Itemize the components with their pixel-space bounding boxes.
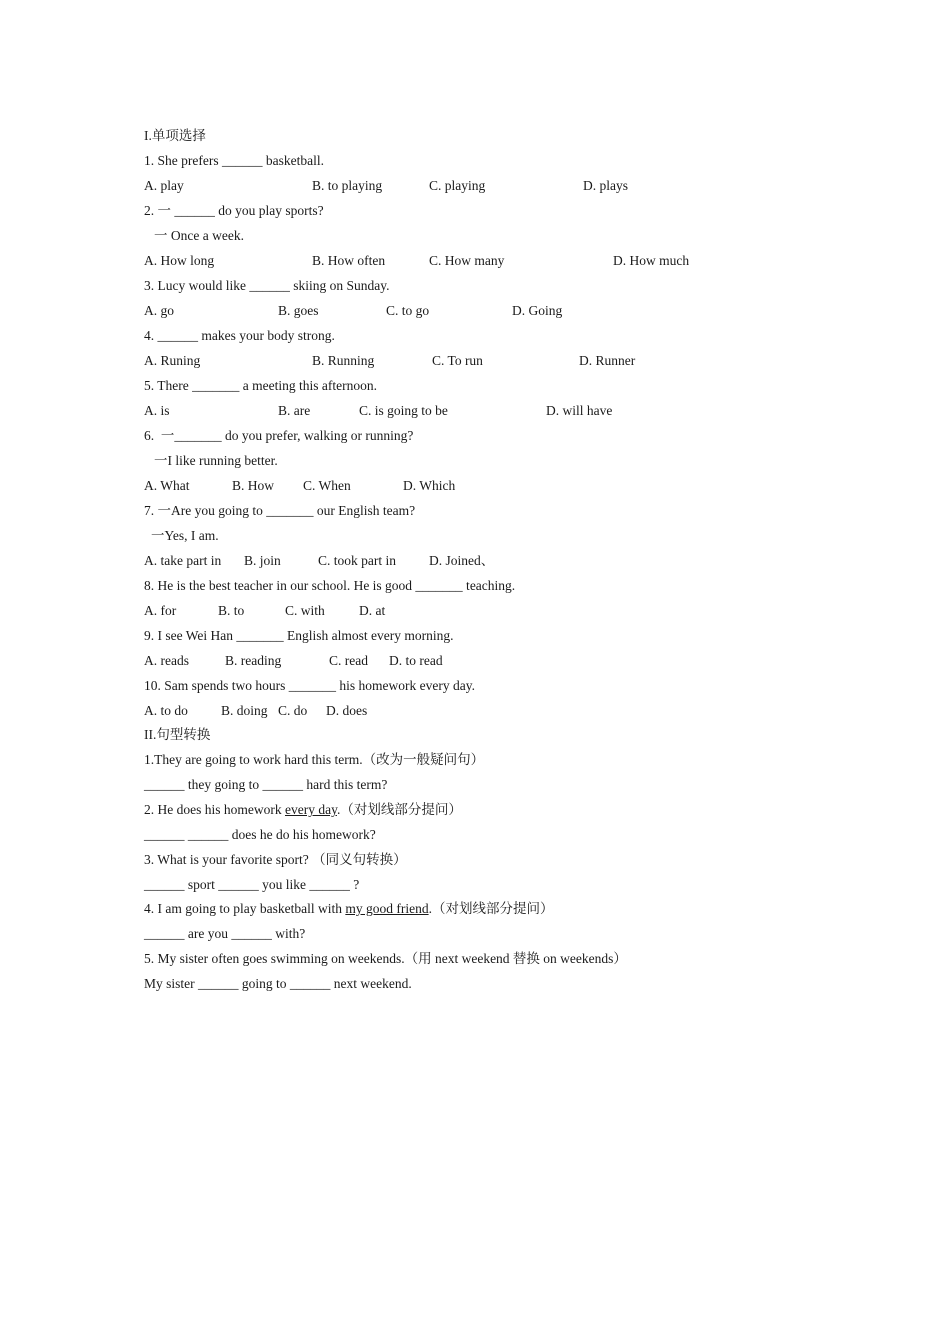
- question-10-stem: 10. Sam spends two hours _______ his homework every day.: [144, 678, 475, 693]
- option-d: D. Which: [403, 478, 456, 493]
- option-a: A. play: [144, 178, 184, 193]
- question-4-stem: 4. ______ makes your body strong.: [144, 328, 335, 343]
- question-9-stem: 9. I see Wei Han _______ English almost every morning.: [144, 628, 454, 643]
- transformation-3-answer: ______ sport ______ you like ______ ?: [144, 877, 360, 892]
- transformation-3-stem: 3. What is your favorite sport? （同义句转换）: [144, 852, 407, 867]
- option-a: A. reads: [144, 653, 189, 668]
- option-a: A. for: [144, 603, 177, 618]
- option-d: D. at: [359, 603, 386, 618]
- transformation-2-stem: [144, 800, 462, 820]
- stem-text: 2. He does his homework: [144, 802, 285, 817]
- option-b: B. are: [278, 403, 311, 418]
- question-4-options: [144, 351, 636, 371]
- question-6-options: [144, 476, 456, 496]
- question-6-stem: 6. 一_______ do you prefer, walking or running?: [144, 428, 414, 443]
- transformation-5-answer: My sister ______ going to ______ next weekend.: [144, 976, 412, 991]
- option-d: D. plays: [583, 178, 628, 193]
- transformation-4-answer: ______ are you ______ with?: [144, 926, 306, 941]
- option-a: A. take part in: [144, 553, 222, 568]
- transformation-1-answer: ______ they going to ______ hard this term?: [144, 777, 388, 792]
- option-a: A. to do: [144, 703, 188, 718]
- transformation-4-stem: [144, 899, 553, 919]
- question-3-stem: 3. Lucy would like ______ skiing on Sunday.: [144, 278, 390, 293]
- question-7-options: [144, 551, 495, 571]
- question-6-reply: 一I like running better.: [154, 453, 278, 468]
- option-d: D. to read: [389, 653, 443, 668]
- option-b: B. to playing: [312, 178, 383, 193]
- transformation-1-stem: 1.They are going to work hard this term.（改为一般疑问句）: [144, 752, 485, 767]
- option-b: B. reading: [225, 653, 282, 668]
- underlined-phrase: my good friend: [345, 901, 429, 916]
- option-c: C. playing: [429, 178, 486, 193]
- option-c: C. to go: [386, 303, 430, 318]
- option-a: A. Runing: [144, 353, 201, 368]
- option-d: D. does: [326, 703, 368, 718]
- question-1-stem: 1. She prefers ______ basketball.: [144, 153, 324, 168]
- question-8-stem: 8. He is the best teacher in our school. He is good _______ teaching.: [144, 578, 516, 593]
- question-10-options: [144, 701, 368, 721]
- section-heading-multiple-choice: I.单项选择: [144, 128, 206, 143]
- question-5-stem: 5. There _______ a meeting this afternoon.: [144, 378, 377, 393]
- question-5-options: [144, 401, 613, 421]
- option-c: C. do: [278, 703, 308, 718]
- option-c: C. with: [285, 603, 325, 618]
- option-a: A. How long: [144, 253, 215, 268]
- option-a: A. go: [144, 303, 174, 318]
- transformation-2-answer: ______ ______ does he do his homework?: [144, 827, 376, 842]
- option-b: B. to: [218, 603, 245, 618]
- option-c: C. When: [303, 478, 351, 493]
- transformation-5-stem: 5. My sister often goes swimming on weekends.（用 next weekend 替换 on weekends）: [144, 951, 627, 966]
- stem-instruction: .（对划线部分提问）: [428, 901, 554, 916]
- option-c: C. How many: [429, 253, 505, 268]
- option-d: D. How much: [613, 253, 690, 268]
- underlined-phrase: every day: [284, 802, 337, 817]
- question-9-options: [144, 651, 443, 671]
- question-8-options: [144, 601, 386, 621]
- option-a: A. What: [144, 478, 190, 493]
- stem-text: 4. I am going to play basketball with: [144, 901, 346, 916]
- option-d: D. Joined、: [429, 553, 495, 568]
- question-7-reply: 一Yes, I am.: [151, 528, 219, 543]
- option-c: C. is going to be: [359, 403, 448, 418]
- section-heading-sentence-transformation: II.句型转换: [144, 727, 211, 742]
- question-2-options: [144, 251, 690, 271]
- option-b: B. goes: [278, 303, 319, 318]
- question-1-options: [144, 176, 628, 196]
- question-3-options: [144, 301, 563, 321]
- stem-instruction: .（对划线部分提问）: [336, 802, 462, 817]
- option-b: B. How: [232, 478, 275, 493]
- question-2-stem: 2. 一 ______ do you play sports?: [144, 203, 324, 218]
- option-a: A. is: [144, 403, 170, 418]
- question-7-stem: 7. 一Are you going to _______ our English team?: [144, 503, 416, 518]
- option-b: B. doing: [221, 703, 268, 718]
- option-b: B. Running: [312, 353, 375, 368]
- option-d: D. Runner: [579, 353, 636, 368]
- option-b: B. join: [244, 553, 281, 568]
- option-d: D. will have: [546, 403, 613, 418]
- option-c: C. To run: [432, 353, 483, 368]
- option-c: C. took part in: [318, 553, 396, 568]
- option-c: C. read: [329, 653, 368, 668]
- option-d: D. Going: [512, 303, 563, 318]
- option-b: B. How often: [312, 253, 386, 268]
- question-2-reply: 一 Once a week.: [154, 228, 244, 243]
